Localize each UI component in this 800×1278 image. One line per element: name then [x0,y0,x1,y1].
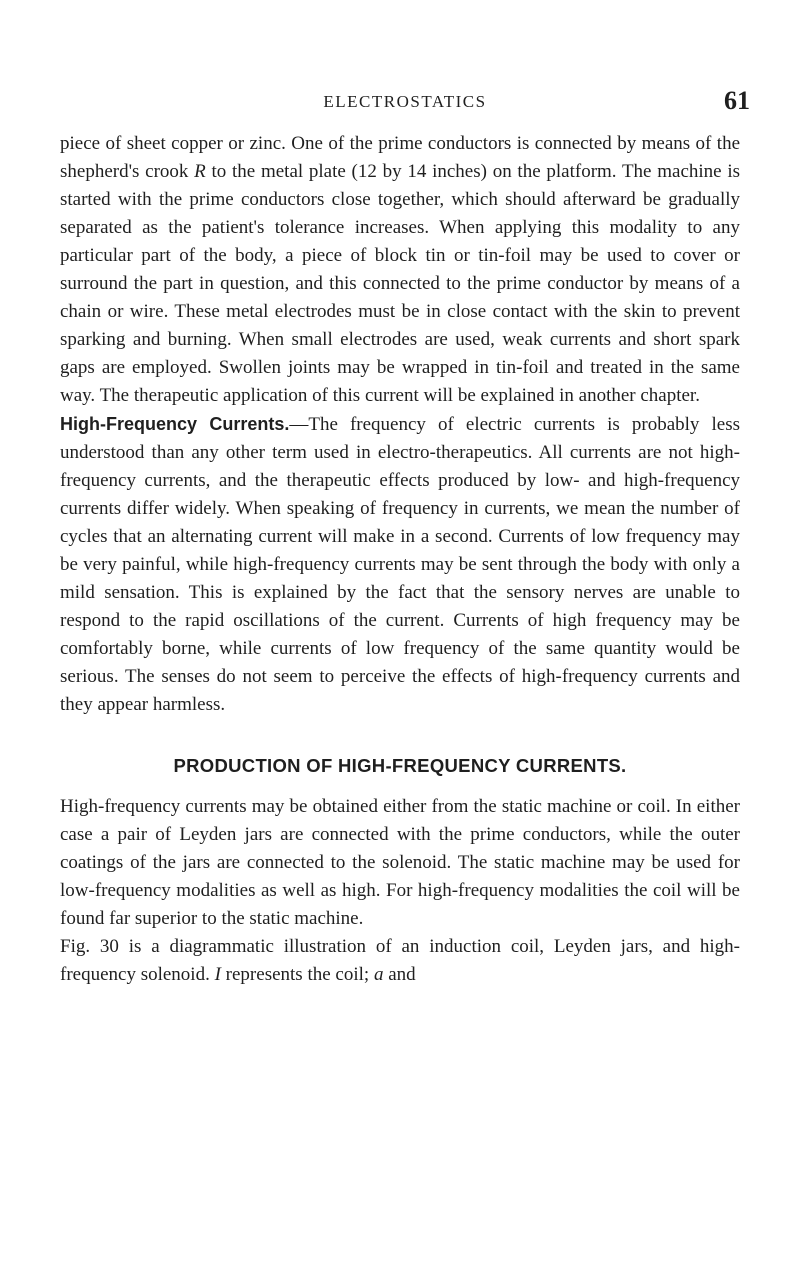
italic-letter-i: I [214,964,221,985]
body-text [60,130,740,989]
running-head [60,88,750,118]
paragraph-text: and [383,964,416,985]
section-heading: PRODUCTION OF HIGH-FREQUENCY CURRENTS. [173,755,627,776]
run-in-heading: High-Frequency Currents. [60,414,290,434]
paragraph-high-frequency-currents [60,410,740,719]
italic-letter-r: R [194,161,206,182]
paragraph-text: to the metal plate (12 by 14 inches) on the platform. The machine is started with the prime conductors close together, which should afterward be gradually separated as the patient's tolerance increases. When applying this modality to any particular part of the body, a piece of block tin or tin-foil may be used to cover or surround the part in question, and this connected to the prime conductor by means of a chain or wire. These metal electrodes must be in close contact with the skin to prevent sparking and burning. When small electrodes are used, weak currents and short spark gaps are employed. Swollen joints may be wrapped in tin-foil and treated in the same way. The therapeutic application of this current will be explained in another chapter. [60,161,740,406]
paragraph-text: —The frequency of electric currents is probably less understood than any other term used in electro-therapeutics. All currents are not high-frequency currents, and the therapeutic effects produced by low- and high-frequency currents differ widely. When speaking of frequency in currents, we mean the number of cycles that an alternating current will make in a second. Currents of low frequency may be very painful, while high-frequency currents may be sent through the body with only a mild sensation. This is explained by the fact that the sensory nerves are unable to respond to the rapid oscillations of the current. Currents of high frequency may be comfortably borne, while currents of low frequency of the same quantity would be serious. The senses do not seem to perceive the effects of high-frequency currents and they appear harmless. [60,414,740,715]
running-title: ELECTROSTATICS [323,92,487,111]
paragraph-production [60,793,740,933]
page-number: 61 [724,86,750,115]
paragraph-text: High-frequency currents may be obtained either from the static machine or coil. In either case a pair of Leyden jars are connected with the prime conductors, while the outer coatings of the jars are connected to the solenoid. The static machine may be used for low-frequency modalities as well as high. For high-frequency modalities the coil will be found far superior to the static machine. [60,796,740,929]
paragraph-fig-30 [60,933,740,989]
paragraph-text: piece of sheet copper or zinc. One of the prime conductors is connected by means of the shepherd's crook [60,133,740,182]
paragraph-text: Fig. 30 is a diagrammatic illustration of an induction coil, Leyden jars, and high-frequency solenoid. [60,936,740,985]
italic-letter-a: a [373,964,384,985]
paragraph-continuation [60,130,740,410]
paragraph-text: represents the coil; [220,964,374,985]
